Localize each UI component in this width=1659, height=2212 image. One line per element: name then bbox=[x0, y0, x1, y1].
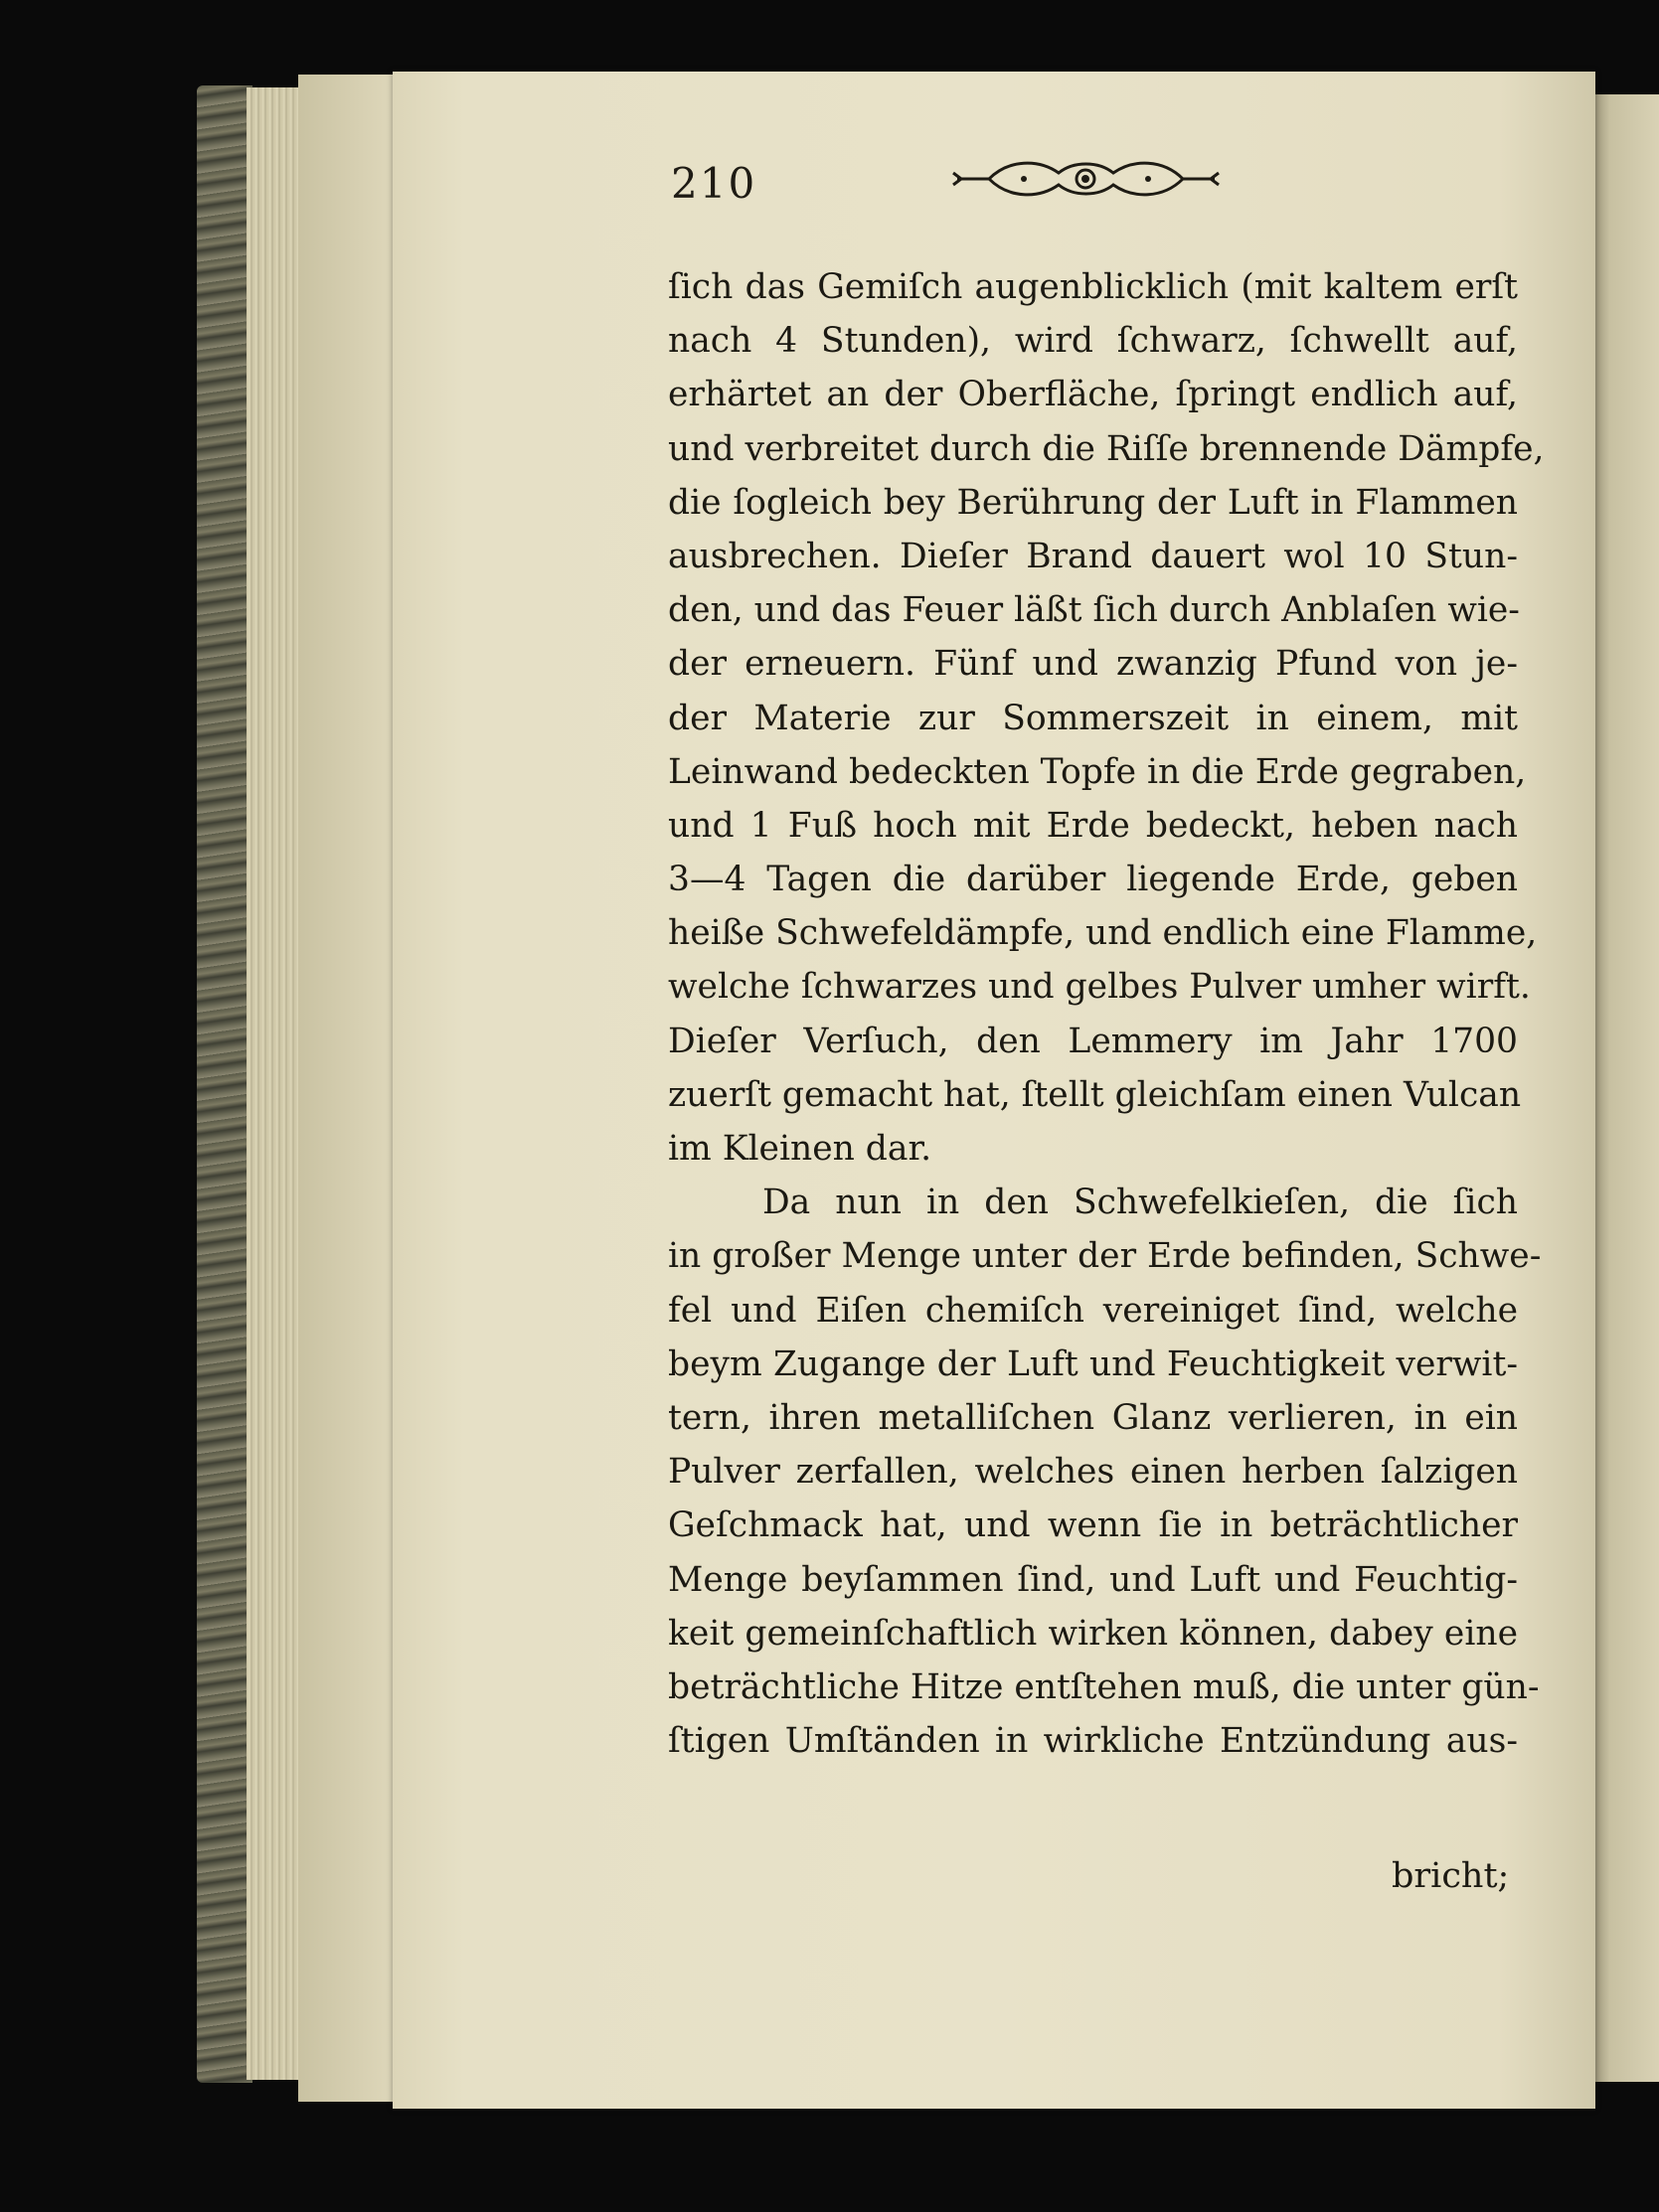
text-line: Da nun in den Schwefelkieſen, die ſich bbox=[762, 1183, 1518, 1223]
text-line: ſich das Gemiſch augenblicklich (mit kaltem erſt bbox=[668, 267, 1518, 307]
text-line: welche ſchwarzes und gelbes Pulver umher wirft. bbox=[668, 967, 1531, 1008]
text-line: tern, ihren metalliſchen Glanz verlieren, in ein bbox=[668, 1397, 1518, 1438]
text-line: beym Zugange der Luft und Feuchtigkeit verwit- bbox=[668, 1343, 1518, 1384]
text-line: der Materie zur Sommerszeit in einem, mit bbox=[668, 698, 1518, 738]
text-line: beträchtliche Hitze entſtehen muß, die unter gün- bbox=[668, 1666, 1540, 1707]
text-line: Dieſer Verſuch, den Lemmery im Jahr 1700 bbox=[668, 1021, 1518, 1061]
text-line: ſtigen Umſtänden in wirkliche Entzündung aus- bbox=[668, 1721, 1518, 1762]
text-line: Pulver zerfallen, welches einen herben ſalzigen bbox=[668, 1452, 1518, 1493]
text-line: keit gemeinſchaftlich wirken können, dabey eine bbox=[668, 1613, 1518, 1654]
marbled-book-edge bbox=[197, 85, 252, 2083]
ornament-vignette-icon bbox=[949, 151, 1223, 207]
text-line: nach 4 Stunden), wird ſchwarz, ſchwellt auf, bbox=[668, 321, 1518, 362]
text-line: ausbrechen. Dieſer Brand dauert wol 10 Stun- bbox=[668, 536, 1518, 576]
text-line: Menge beyſammen ſind, und Luft und Feuchtig- bbox=[668, 1559, 1518, 1600]
catchword: bricht; bbox=[1392, 1856, 1510, 1896]
text-line: heiße Schwefeldämpfe, und endlich eine Flamme, bbox=[668, 913, 1538, 954]
text-line: Geſchmack hat, und wenn ſie in beträchtlicher bbox=[668, 1505, 1518, 1546]
text-line: den, und das Feuer läßt ſich durch Anblaſen wie- bbox=[668, 590, 1520, 631]
text-line: der erneuern. Fünf und zwanzig Pfund von je- bbox=[668, 644, 1518, 685]
text-line: die ſogleich bey Berührung der Luft in Flammen bbox=[668, 482, 1518, 523]
text-line: und verbreitet durch die Riſſe brennende Dämpfe, bbox=[668, 428, 1545, 469]
body-text bbox=[668, 260, 1545, 1768]
text-line: fel und Eiſen chemiſch vereiniget ſind, welche bbox=[668, 1290, 1518, 1331]
text-line: 3—4 Tagen die darüber liegende Erde, geben bbox=[668, 860, 1518, 900]
text-line: erhärtet an der Oberfläche, ſpringt endlich auf, bbox=[668, 375, 1518, 415]
text-line: und 1 Fuß hoch mit Erde bedeckt, heben nach bbox=[668, 805, 1518, 846]
page-number: 210 bbox=[671, 159, 757, 208]
text-line: in großer Menge unter der Erde befinden, Schwe- bbox=[668, 1236, 1542, 1277]
text-line: Leinwand bedeckten Topfe in die Erde gegraben, bbox=[668, 751, 1527, 792]
facing-page-edge bbox=[1588, 94, 1659, 2082]
text-line: zuerſt gemacht hat, ſtellt gleichſam einen Vulcan bbox=[668, 1074, 1522, 1115]
text-line: im Kleinen dar. bbox=[668, 1129, 932, 1169]
